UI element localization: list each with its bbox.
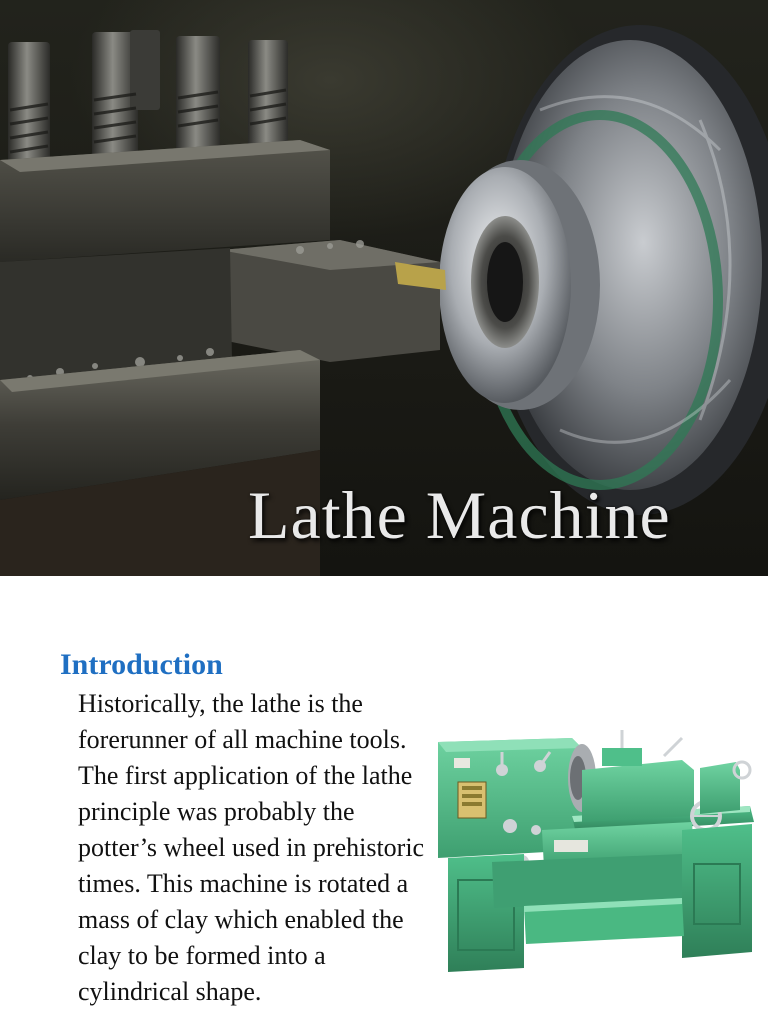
slide-title: Lathe Machine bbox=[248, 477, 671, 553]
lathe-machine-image bbox=[432, 730, 762, 980]
section-heading-introduction: Introduction bbox=[60, 648, 223, 681]
introduction-paragraph: Historically, the lathe is the forerunner of all machine tools. The first application of the lathe principle was probably the potter’s wheel used in prehistoric times. This machine is rotated a mass of clay which enabled the clay to be formed into a cylindrical shape. bbox=[78, 689, 425, 1006]
